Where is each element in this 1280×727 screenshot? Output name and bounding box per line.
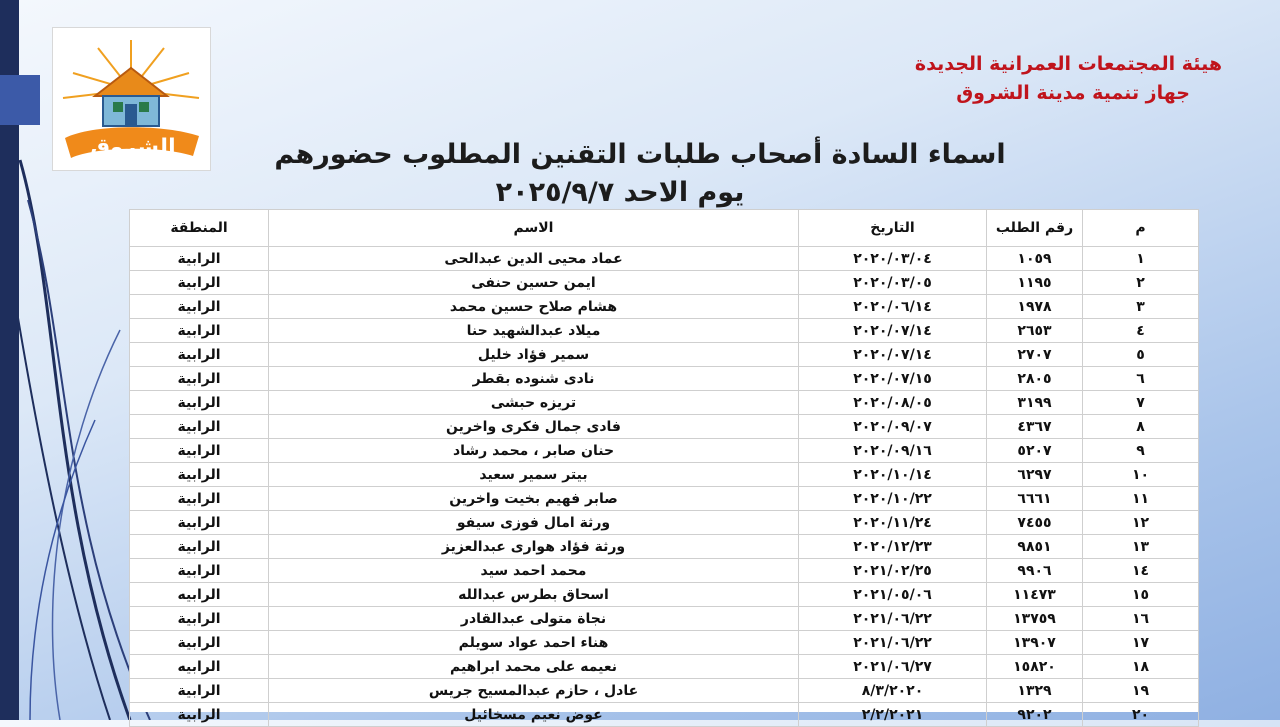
- applicant-name: فادى جمال فكرى واخرين: [269, 415, 799, 439]
- title-line: اسماء السادة أصحاب طلبات التقنين المطلوب حضورهم: [274, 139, 1006, 170]
- row-index: ١٢: [1083, 511, 1199, 535]
- applicant-name: ورثة امال فوزى سيفو: [269, 511, 799, 535]
- table-row: [130, 247, 1199, 271]
- request-date: ٢٠٢٠/٠٧/١٤: [799, 319, 987, 343]
- request-date: ٢٠٢٠/٠٣/٠٥: [799, 271, 987, 295]
- request-number: ٣١٩٩: [987, 391, 1083, 415]
- table-row: [130, 655, 1199, 679]
- applicant-name: عادل ، حازم عبدالمسيح جريس: [269, 679, 799, 703]
- request-date: ٢٠٢٠/٠٧/١٥: [799, 367, 987, 391]
- request-date: ٢٠٢٠/١١/٢٤: [799, 511, 987, 535]
- header-region: المنطقة: [130, 210, 269, 247]
- request-number: ٥٢٠٧: [987, 439, 1083, 463]
- row-index: ١٣: [1083, 535, 1199, 559]
- region: الرابية: [130, 247, 269, 271]
- region: الرابية: [130, 487, 269, 511]
- request-number: ١٠٥٩: [987, 247, 1083, 271]
- applicant-name: ميلاد عبدالشهيد حنا: [269, 319, 799, 343]
- row-index: ١١: [1083, 487, 1199, 511]
- row-index: ٦: [1083, 367, 1199, 391]
- request-date: ٢/٢/٢٠٢١: [799, 703, 987, 727]
- logo-text: الشروق: [90, 135, 176, 160]
- region: الرابية: [130, 295, 269, 319]
- row-index: ١٨: [1083, 655, 1199, 679]
- applicant-name: ايمن حسين حنفى: [269, 271, 799, 295]
- region: الرابية: [130, 391, 269, 415]
- request-number: ٤٣٦٧: [987, 415, 1083, 439]
- request-date: ٢٠٢١/٠٥/٠٦: [799, 583, 987, 607]
- request-date: ٢٠٢٠/١٠/٢٢: [799, 487, 987, 511]
- row-index: ٢٠: [1083, 703, 1199, 727]
- region: الرابية: [130, 607, 269, 631]
- region: الرابية: [130, 535, 269, 559]
- table-row: [130, 511, 1199, 535]
- request-date: ٢٠٢٠/٠٧/١٤: [799, 343, 987, 367]
- attendees-table-container: [129, 209, 1198, 723]
- row-index: ٩: [1083, 439, 1199, 463]
- request-date: ٢٠٢١/٠٦/٢٢: [799, 631, 987, 655]
- header-index: م: [1083, 210, 1199, 247]
- request-date: ٢٠٢٠/٠٨/٠٥: [799, 391, 987, 415]
- row-index: ٨: [1083, 415, 1199, 439]
- region: الرابيه: [130, 655, 269, 679]
- row-index: ٢: [1083, 271, 1199, 295]
- request-date: ٢٠٢١/٠٦/٢٢: [799, 607, 987, 631]
- region: الرابية: [130, 367, 269, 391]
- table-row: [130, 319, 1199, 343]
- table-row: [130, 487, 1199, 511]
- request-date: ٢٠٢٠/١٠/١٤: [799, 463, 987, 487]
- region: الرابية: [130, 415, 269, 439]
- row-index: ٣: [1083, 295, 1199, 319]
- date-line: يوم الاحد ٢٠٢٥/٩/٧: [495, 177, 745, 208]
- row-index: ١: [1083, 247, 1199, 271]
- row-index: ٧: [1083, 391, 1199, 415]
- organization-header: [915, 50, 1222, 108]
- request-number: ٦٦٦١: [987, 487, 1083, 511]
- request-date: ٢٠٢١/٠٢/٢٥: [799, 559, 987, 583]
- request-number: ١٣٢٩: [987, 679, 1083, 703]
- request-date: ٢٠٢٠/٠٩/١٦: [799, 439, 987, 463]
- applicant-name: نادى شنوده بقطر: [269, 367, 799, 391]
- applicant-name: نعيمه على محمد ابراهيم: [269, 655, 799, 679]
- region: الرابية: [130, 439, 269, 463]
- applicant-name: هناء احمد عواد سويلم: [269, 631, 799, 655]
- row-index: ١٧: [1083, 631, 1199, 655]
- applicant-name: عوض نعيم مسخائيل: [269, 703, 799, 727]
- row-index: ١٠: [1083, 463, 1199, 487]
- table-row: [130, 439, 1199, 463]
- table-row: [130, 415, 1199, 439]
- table-row: [130, 607, 1199, 631]
- attendees-table: [129, 209, 1199, 727]
- row-index: ١٤: [1083, 559, 1199, 583]
- table-row: [130, 679, 1199, 703]
- row-index: ٥: [1083, 343, 1199, 367]
- request-date: ٨/٣/٢٠٢٠: [799, 679, 987, 703]
- table-row: [130, 271, 1199, 295]
- region: الرابية: [130, 631, 269, 655]
- header-date: التاريخ: [799, 210, 987, 247]
- request-number: ٧٤٥٥: [987, 511, 1083, 535]
- applicant-name: عماد محيى الدين عبدالحى: [269, 247, 799, 271]
- table-row: [130, 559, 1199, 583]
- applicant-name: تريزه حبشى: [269, 391, 799, 415]
- table-row: [130, 391, 1199, 415]
- table-row: [130, 367, 1199, 391]
- header-name: الاسم: [269, 210, 799, 247]
- table-row: [130, 535, 1199, 559]
- request-number: ٩٢٠٢: [987, 703, 1083, 727]
- row-index: ١٩: [1083, 679, 1199, 703]
- request-date: ٢٠٢٠/١٢/٢٣: [799, 535, 987, 559]
- region: الرابية: [130, 511, 269, 535]
- region: الرابية: [130, 343, 269, 367]
- org-name: هيئة المجتمعات العمرانية الجديدة: [914, 53, 1222, 75]
- table-row: [130, 583, 1199, 607]
- applicant-name: بيتر سمير سعيد: [269, 463, 799, 487]
- request-date: ٢٠٢٠/٠٦/١٤: [799, 295, 987, 319]
- applicant-name: ورثة فؤاد هوارى عبدالعزيز: [269, 535, 799, 559]
- table-row: [130, 631, 1199, 655]
- table-header-row: [130, 210, 1199, 247]
- applicant-name: محمد احمد سيد: [269, 559, 799, 583]
- applicant-name: نجاة متولى عبدالقادر: [269, 607, 799, 631]
- region: الرابيه: [130, 583, 269, 607]
- request-date: ٢٠٢٠/٠٣/٠٤: [799, 247, 987, 271]
- table-row: [130, 703, 1199, 727]
- request-number: ٢٧٠٧: [987, 343, 1083, 367]
- request-date: ٢٠٢٠/٠٩/٠٧: [799, 415, 987, 439]
- request-number: ٢٨٠٥: [987, 367, 1083, 391]
- request-number: ٩٨٥١: [987, 535, 1083, 559]
- region: الرابية: [130, 271, 269, 295]
- row-index: ٤: [1083, 319, 1199, 343]
- region: الرابية: [130, 703, 269, 727]
- header-request-number: رقم الطلب: [987, 210, 1083, 247]
- applicant-name: صابر فهيم بخيت واخرين: [269, 487, 799, 511]
- applicant-name: هشام صلاح حسين محمد: [269, 295, 799, 319]
- region: الرابية: [130, 559, 269, 583]
- request-number: ١٣٧٥٩: [987, 607, 1083, 631]
- request-number: ١٩٧٨: [987, 295, 1083, 319]
- request-number: ٦٢٩٧: [987, 463, 1083, 487]
- row-index: ١٥: [1083, 583, 1199, 607]
- request-number: ٩٩٠٦: [987, 559, 1083, 583]
- region: الرابية: [130, 463, 269, 487]
- table-row: [130, 463, 1199, 487]
- row-index: ١٦: [1083, 607, 1199, 631]
- applicant-name: سمير فؤاد خليل: [269, 343, 799, 367]
- org-branch: جهاز تنمية مدينة الشروق: [956, 82, 1190, 104]
- applicant-name: حنان صابر ، محمد رشاد: [269, 439, 799, 463]
- request-number: ٢٦٥٣: [987, 319, 1083, 343]
- region: الرابية: [130, 319, 269, 343]
- request-number: ١١٤٧٣: [987, 583, 1083, 607]
- region: الرابية: [130, 679, 269, 703]
- request-date: ٢٠٢١/٠٦/٢٧: [799, 655, 987, 679]
- page-title: [0, 136, 1280, 212]
- applicant-name: اسحاق بطرس عبدالله: [269, 583, 799, 607]
- request-number: ١٥٨٢٠: [987, 655, 1083, 679]
- request-number: ١١٩٥: [987, 271, 1083, 295]
- table-row: [130, 343, 1199, 367]
- request-number: ١٣٩٠٧: [987, 631, 1083, 655]
- table-row: [130, 295, 1199, 319]
